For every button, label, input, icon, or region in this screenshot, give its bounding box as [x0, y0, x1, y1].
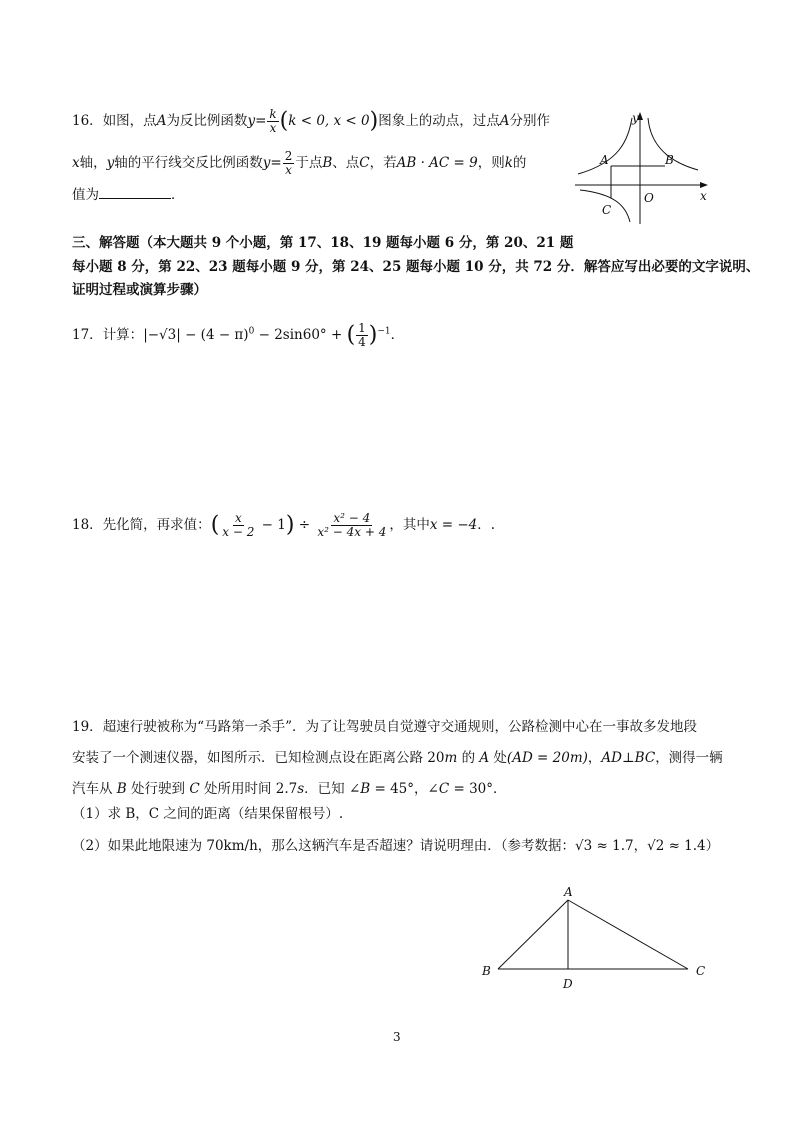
- label-C: C: [602, 203, 612, 217]
- q18-number: 18．: [72, 517, 103, 533]
- q19-triangle-figure: [478, 882, 718, 997]
- x-axis-arrow: [700, 182, 708, 188]
- q17-fraction: $\frac{1}{4}$: [358, 321, 366, 349]
- page-number: 3: [393, 1030, 401, 1044]
- label-A: A: [600, 153, 609, 167]
- label-C: C: [696, 964, 706, 978]
- q18-fraction2: $\frac{\text{x² − 4}}{\text{x² − 4x + 4}}$: [317, 511, 387, 539]
- q19-line2: 安装了一个测速仪器，如图所示．已知检测点设在距离公路 20m 的 A 处(AD = 20m)，AD⊥BC，测得一辆: [72, 750, 723, 766]
- q19-line3: 汽车从 B 处行驶到 C 处所用时间 2.7s．已知 ∠B = 45°，∠C = 30°．: [72, 781, 507, 797]
- q16-hyperbola-figure: [570, 110, 720, 225]
- q19-line1: 19．超速行驶被称为“马路第一杀手”．为了让驾驶员自觉遵守交通规则，公路检测中心在一事故多发地段: [72, 719, 697, 735]
- q17-number: 17．: [72, 327, 103, 343]
- label-B: B: [665, 153, 674, 167]
- q16-line2: x轴，y轴的平行线交反比例函数y= $\frac{2}{x}$ 于点B、点C，若AB · AC = 9，则k的: [72, 149, 527, 177]
- q16-number: 16．: [72, 113, 103, 129]
- label-y: y: [632, 111, 639, 125]
- section3-heading-line1: 三、解答题（本大题共 9 个小题，第 17、18、19 题每小题 6 分，第 20、21 题: [72, 235, 574, 251]
- segment-AB: [498, 900, 568, 969]
- label-D: D: [563, 977, 573, 991]
- label-A: A: [564, 885, 573, 899]
- q16-func1-fraction: $\frac{k}{x}$: [269, 107, 277, 135]
- q18-fraction1: $\frac{x}{x - 2}$: [222, 511, 255, 539]
- label-O: O: [644, 191, 654, 205]
- q17-line: 17．计算：$|-√3| - (4 - \pi)^0 - 2\sin 60^\circ$ + ( $\frac{1}{4}$ )$^{-1}$．: [72, 321, 405, 349]
- answer-blank[interactable]: [99, 186, 171, 199]
- label-x: x: [700, 189, 707, 203]
- q17-expression-part1: |−√3| − (4 − π): [143, 327, 249, 343]
- q16-line3: 值为 ．: [72, 187, 185, 203]
- q16-line1: 16．如图，点A为反比例函数y= $\frac{k}{x}$ (k < 0, x < 0)图象上的动点，过点A分别作: [72, 107, 550, 135]
- section3-heading-line3: 证明过程或演算步骤）: [72, 282, 207, 298]
- q19-number: 19．: [72, 719, 103, 735]
- section3-heading-line2: 每小题 8 分，第 22、23 题每小题 9 分，第 24、25 题每小题 10 分，共 72 分．解答应写出必要的文字说明、: [72, 259, 760, 275]
- q18-line: 18．先化简，再求值：( $\frac{x}{x - 2}$ − 1) ÷ $\frac{\text{x² − 4}}{\text{x² − 4x + 4}}$ ，其中x = −4．.: [72, 511, 496, 539]
- q16-func2-fraction: $\frac{2}{x}$: [284, 149, 293, 177]
- q19-sub2: （2）如果此地限速为 70km/h，那么这辆汽车是否超速？请说明理由．（参考数据：√3 ≈ 1.7，√2 ≈ 1.4）: [72, 838, 720, 854]
- q19-sub1: （1）求 B，C 之间的距离（结果保留根号）.: [72, 806, 344, 822]
- label-B: B: [482, 964, 491, 978]
- segment-AC: [568, 900, 688, 969]
